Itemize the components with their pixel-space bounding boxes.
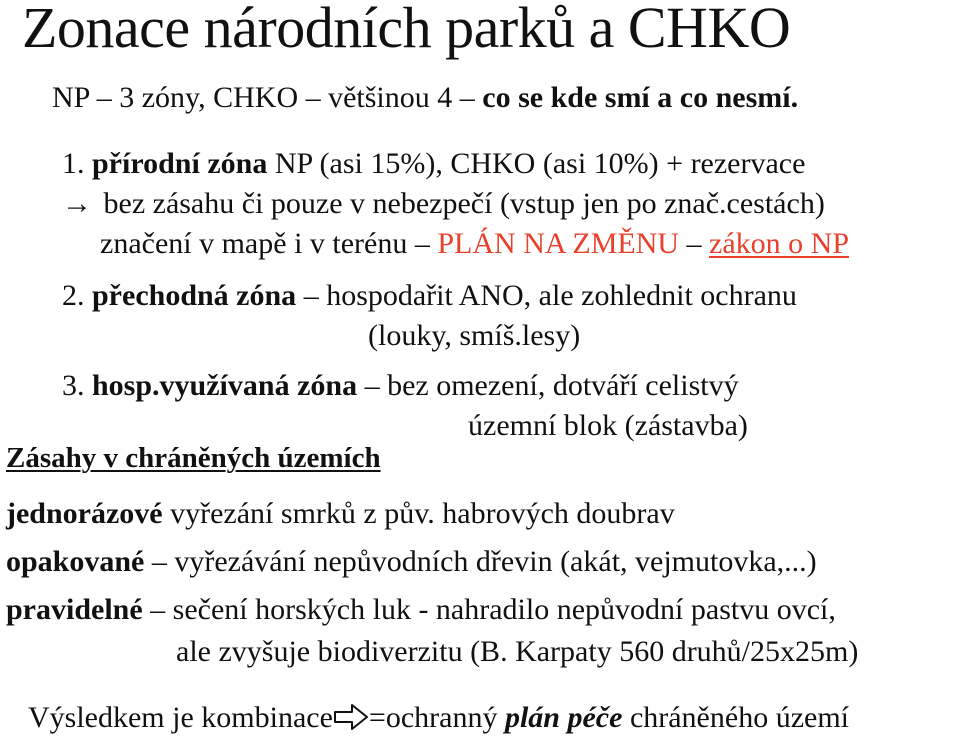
conclusion-text3: chráněného území	[622, 701, 849, 734]
zone2-rest: – hospodařit ANO, ale zohlednit ochranu	[296, 279, 797, 312]
intervention-text: – vyřezávání nepůvodních dřevin (akát, vejmutovka,...)	[144, 545, 817, 578]
zone1-number: 1.	[62, 147, 92, 180]
intro-bold: co se kde smí a co nesmí.	[482, 81, 799, 114]
zone3-line1	[62, 368, 739, 404]
zone1-name: přírodní zóna	[92, 147, 268, 180]
zone1-rest: NP (asi 15%), CHKO (asi 10%) + rezervace	[267, 147, 806, 180]
zone2-number: 2.	[62, 279, 92, 312]
intro-line	[52, 80, 798, 116]
zone2-line2: (louky, smíš.lesy)	[368, 319, 581, 352]
intervention-item-regular-line2: ale zvyšuje biodiverzitu (B. Karpaty 560 druhů/25x25m)	[176, 635, 859, 668]
intervention-type: jednorázové	[6, 497, 163, 530]
zone3-number: 3.	[62, 369, 92, 402]
zone1-line1	[62, 146, 805, 182]
zone2-line1	[62, 278, 797, 314]
plan-change-text: PLÁN NA ZMĚNU	[437, 227, 680, 260]
intervention-text: – sečení horských luk - nahradilo nepůvodní pastvu ovcí,	[142, 593, 836, 626]
hollow-right-arrow-icon	[333, 703, 369, 740]
zone3-rest: – bez omezení, dotváří celistvý	[357, 369, 739, 402]
law-np-link[interactable]: zákon o NP	[709, 227, 850, 260]
zone1-line3-text: značení v mapě i v terénu –	[100, 227, 438, 260]
intervention-type: opakované	[6, 545, 145, 578]
intro-text: NP – 3 zóny, CHKO – většinou 4 –	[52, 81, 483, 114]
zone2-name: přechodná zóna	[92, 279, 297, 312]
zone1-line2	[62, 186, 825, 222]
conclusion-line	[28, 700, 849, 740]
care-plan-text: plán péče	[504, 701, 623, 734]
intervention-type: pravidelné	[6, 593, 143, 626]
intervention-item-once	[6, 496, 675, 532]
conclusion-text2: =ochranný	[368, 701, 505, 734]
intervention-item-regular	[6, 592, 836, 628]
conclusion-text: Výsledkem je kombinace	[28, 701, 333, 734]
zone3-line2: územní blok (zástavba)	[468, 409, 748, 442]
zone1-line3-sep: –	[679, 227, 710, 260]
zone3-name: hosp.využívaná zóna	[92, 369, 358, 402]
section-heading: Zásahy v chráněných územích	[6, 442, 381, 474]
page-title: Zonace národních parků a CHKO	[22, 0, 791, 60]
intervention-item-repeated	[6, 544, 817, 580]
intervention-text: vyřezání smrků z pův. habrových doubrav	[162, 497, 675, 530]
zone1-line2-text: bez zásahu či pouze v nebezpečí (vstup jen po znač.cestách)	[96, 187, 825, 220]
zone1-line3	[100, 226, 849, 262]
right-arrow-icon: →	[62, 187, 92, 220]
